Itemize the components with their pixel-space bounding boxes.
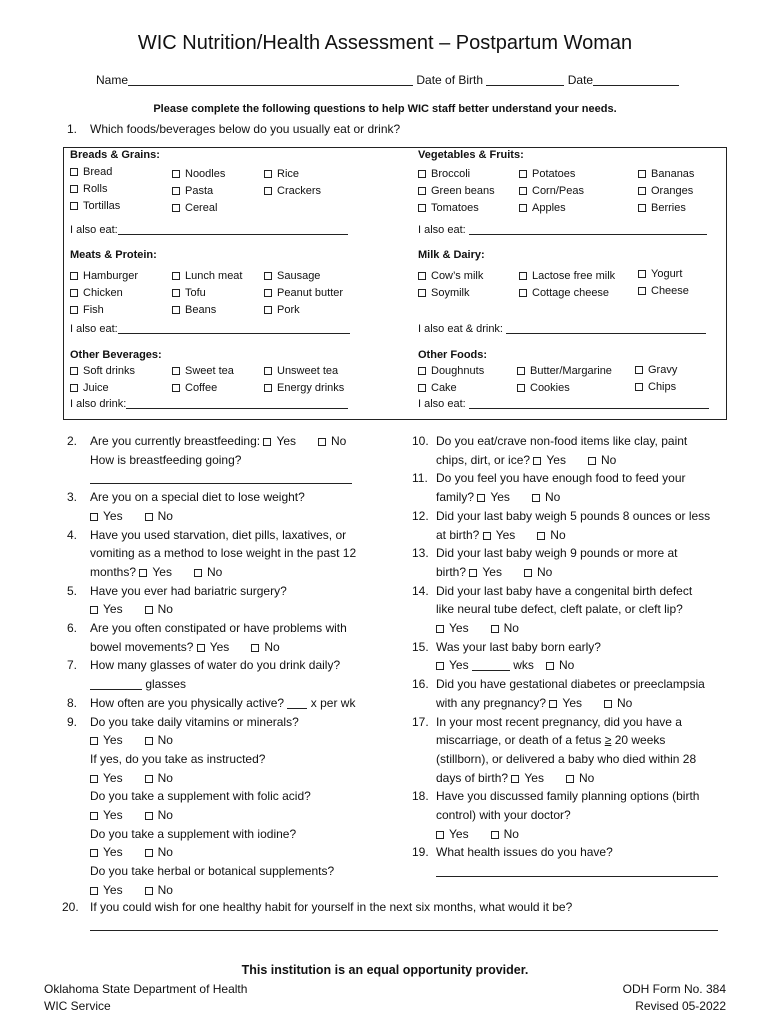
checkbox-icon xyxy=(491,625,499,633)
q3-yes[interactable]: Yes xyxy=(90,509,123,523)
meats-also-field[interactable] xyxy=(118,323,350,334)
checkbox-coffee[interactable]: Coffee xyxy=(172,380,234,397)
q9e-yes[interactable]: Yes xyxy=(90,883,123,897)
checkbox-icon xyxy=(638,287,646,295)
checkbox-juice[interactable]: Juice xyxy=(70,380,135,397)
checkbox-icon xyxy=(251,644,259,652)
q14-no[interactable]: No xyxy=(491,621,519,635)
q3-no[interactable]: No xyxy=(145,509,173,523)
q8-frequency-field[interactable] xyxy=(287,698,307,709)
q17-no[interactable]: No xyxy=(566,771,594,785)
other-title: Other Foods: xyxy=(418,349,488,361)
checkbox-icon xyxy=(638,270,646,278)
milk-also-field[interactable] xyxy=(506,323,706,334)
checkbox-icon xyxy=(418,170,426,178)
checkbox-icon xyxy=(524,569,532,577)
name-field[interactable] xyxy=(128,75,413,86)
checkbox-chicken[interactable]: Chicken xyxy=(70,285,138,302)
name-label: Name xyxy=(96,73,129,87)
bev-also-field[interactable] xyxy=(126,398,348,409)
q11-yes[interactable]: Yes xyxy=(477,490,510,504)
q20-number: 20. xyxy=(62,900,79,914)
checkbox-tofu[interactable]: Tofu xyxy=(172,285,242,302)
checkbox-icon xyxy=(519,187,527,195)
checkbox-lunch-meat[interactable]: Lunch meat xyxy=(172,268,242,285)
checkbox-fish[interactable]: Fish xyxy=(70,302,138,319)
checkbox-cereal[interactable]: Cereal xyxy=(172,200,225,217)
checkbox-icon xyxy=(145,849,153,857)
veg-col3 xyxy=(638,166,694,217)
checkbox-icon xyxy=(491,831,499,839)
checkbox-icon xyxy=(418,272,426,280)
checkbox-noodles[interactable]: Noodles xyxy=(172,166,225,183)
checkbox-icon xyxy=(172,289,180,297)
breads-col3 xyxy=(264,166,321,200)
checkbox-potatoes[interactable]: Potatoes xyxy=(519,166,584,183)
checkbox-rice[interactable]: Rice xyxy=(264,166,321,183)
right-questions: 10. Do you eat/crave non-food items like clay, paint chips, dirt, or ice? Yes No 11. Do you feel you have enough food to feed your family? Yes No 12. Did your last baby weigh 5 pounds 8 ounces or less at birth? Yes No 13. Did your last baby weigh 9 pounds or more at birth? Yes No 14. Did your last baby have a congenital birth defect like neural tube defect, cleft palate, or cleft lip? Yes No 15. Was your last baby born early? Yes wks No 16. Did you have gestational diabetes or preeclampsia with any pregnancy? Yes No 17. In your most recent pregnancy, did you have a miscarriage, or death of a fetus ≥ 20 weeks (stillborn), or delivered a baby who died within 28 days of birth? Yes No 18. Have you discussed family planning options (birth control) with your doctor? Yes No 19. What health issues do you have? xyxy=(412,432,732,881)
checkbox-pork[interactable]: Pork xyxy=(264,302,343,319)
q10-yes[interactable]: Yes xyxy=(533,453,566,467)
q20-answer-field[interactable] xyxy=(90,920,718,931)
milk-col2 xyxy=(519,268,615,302)
q9c-yes[interactable]: Yes xyxy=(90,808,123,822)
checkbox-energy-drinks[interactable]: Energy drinks xyxy=(264,380,344,397)
checkbox-lactose-free[interactable]: Lactose free milk xyxy=(519,268,615,285)
milk-also-eat: I also eat & drink: xyxy=(418,323,706,335)
footer-revised: Revised 05-2022 xyxy=(635,999,726,1013)
q12-yes[interactable]: Yes xyxy=(483,528,516,542)
checkbox-icon xyxy=(519,272,527,280)
q13-no[interactable]: No xyxy=(524,565,552,579)
checkbox-icon xyxy=(638,187,646,195)
q1-number: 1. xyxy=(67,122,78,136)
checkbox-icon xyxy=(483,532,491,540)
veg-col2 xyxy=(519,166,584,217)
checkbox-cows-milk[interactable]: Cow’s milk xyxy=(418,268,483,285)
checkbox-apples[interactable]: Apples xyxy=(519,200,584,217)
q6-yes[interactable]: Yes xyxy=(197,640,230,654)
checkbox-broccoli[interactable]: Broccoli xyxy=(418,166,495,183)
checkbox-tomatoes[interactable]: Tomatoes xyxy=(418,200,495,217)
other-col1 xyxy=(418,363,484,397)
veg-also-field[interactable] xyxy=(469,224,707,235)
checkbox-icon xyxy=(477,494,485,502)
q5-yes[interactable]: Yes xyxy=(90,602,123,616)
checkbox-chips[interactable]: Chips xyxy=(635,379,677,396)
checkbox-beans[interactable]: Beans xyxy=(172,302,242,319)
breads-col2 xyxy=(172,166,225,217)
checkbox-icon xyxy=(172,170,180,178)
date-field[interactable] xyxy=(593,75,679,86)
checkbox-icon xyxy=(517,384,525,392)
checkbox-icon xyxy=(172,306,180,314)
q9a-yes[interactable]: Yes xyxy=(90,733,123,747)
checkbox-cheese[interactable]: Cheese xyxy=(638,283,689,300)
q9b-no[interactable]: No xyxy=(145,771,173,785)
checkbox-tortillas[interactable]: Tortillas xyxy=(70,198,120,215)
checkbox-icon xyxy=(264,384,272,392)
checkbox-icon xyxy=(70,168,78,176)
footer-dept: Oklahoma State Department of Health xyxy=(44,982,248,996)
checkbox-icon xyxy=(264,187,272,195)
checkbox-unsweet-tea[interactable]: Unsweet tea xyxy=(264,363,344,380)
checkbox-icon xyxy=(264,289,272,297)
checkbox-icon xyxy=(638,204,646,212)
checkbox-butter[interactable]: Butter/Margarine xyxy=(517,363,612,380)
other-also-eat: I also eat: xyxy=(418,398,709,410)
bev-also-drink: I also drink: xyxy=(70,398,348,410)
checkbox-icon xyxy=(172,384,180,392)
footer-form-no: ODH Form No. 384 xyxy=(622,982,726,996)
food-checklist-box xyxy=(63,147,727,420)
checkbox-icon xyxy=(145,737,153,745)
breads-col1 xyxy=(70,164,120,215)
checkbox-berries[interactable]: Berries xyxy=(638,200,694,217)
other-col2 xyxy=(517,363,612,397)
checkbox-icon xyxy=(418,384,426,392)
checkbox-soymilk[interactable]: Soymilk xyxy=(418,285,483,302)
q6-no[interactable]: No xyxy=(251,640,279,654)
meats-also-eat: I also eat: xyxy=(70,323,350,335)
q2-no[interactable]: No xyxy=(318,434,346,448)
meats-title: Meats & Protein: xyxy=(70,249,157,261)
checkbox-sausage[interactable]: Sausage xyxy=(264,268,343,285)
dob-field[interactable] xyxy=(486,75,564,86)
q20-answer-wrap xyxy=(90,920,718,932)
checkbox-icon xyxy=(264,306,272,314)
checkbox-icon xyxy=(90,887,98,895)
milk-col3 xyxy=(638,266,689,300)
checkbox-pasta[interactable]: Pasta xyxy=(172,183,225,200)
checkbox-cottage-cheese[interactable]: Cottage cheese xyxy=(519,285,615,302)
checkbox-icon xyxy=(418,187,426,195)
q7-glasses-field[interactable] xyxy=(90,679,142,690)
other-col3 xyxy=(635,362,677,396)
q17-yes[interactable]: Yes xyxy=(511,771,544,785)
q18-no[interactable]: No xyxy=(491,827,519,841)
checkbox-icon xyxy=(549,700,557,708)
q4-no[interactable]: No xyxy=(194,565,222,579)
checkbox-icon xyxy=(90,513,98,521)
q1-text: Which foods/beverages below do you usually eat or drink? xyxy=(90,122,401,136)
q15-yes[interactable]: Yes xyxy=(436,658,469,672)
q16-no[interactable]: No xyxy=(604,696,632,710)
checkbox-icon xyxy=(418,367,426,375)
checkbox-green-beans[interactable]: Green beans xyxy=(418,183,495,200)
q12-no[interactable]: No xyxy=(537,528,565,542)
q20-text: If you could wish for one healthy habit for yourself in the next six months, what would it be? xyxy=(90,900,573,914)
milk-col1 xyxy=(418,268,483,302)
checkbox-icon xyxy=(263,438,271,446)
q9e-no[interactable]: No xyxy=(145,883,173,897)
checkbox-icon xyxy=(90,737,98,745)
veg-also-eat: I also eat: xyxy=(418,224,707,236)
checkbox-icon xyxy=(90,849,98,857)
checkbox-icon xyxy=(145,812,153,820)
checkbox-icon xyxy=(172,367,180,375)
checkbox-icon xyxy=(264,272,272,280)
bev-col1 xyxy=(70,363,135,397)
checkbox-icon xyxy=(145,606,153,614)
checkbox-cookies[interactable]: Cookies xyxy=(517,380,612,397)
q5-no[interactable]: No xyxy=(145,602,173,616)
q2-answer-field[interactable] xyxy=(90,473,352,484)
checkbox-icon xyxy=(264,367,272,375)
checkbox-icon xyxy=(90,812,98,820)
checkbox-icon xyxy=(194,569,202,577)
checkbox-icon xyxy=(70,384,78,392)
other-also-field[interactable] xyxy=(469,398,709,409)
meats-col3 xyxy=(264,268,343,319)
checkbox-icon xyxy=(70,289,78,297)
q11-no[interactable]: No xyxy=(532,490,560,504)
checkbox-icon xyxy=(511,775,519,783)
q4-yes[interactable]: Yes xyxy=(139,565,172,579)
checkbox-icon xyxy=(90,775,98,783)
checkbox-icon xyxy=(264,170,272,178)
checkbox-icon xyxy=(436,662,444,670)
checkbox-icon xyxy=(70,202,78,210)
checkbox-icon xyxy=(604,700,612,708)
checkbox-icon xyxy=(70,185,78,193)
checkbox-icon xyxy=(139,569,147,577)
date-label: Date xyxy=(567,73,594,87)
checkbox-soft-drinks[interactable]: Soft drinks xyxy=(70,363,135,380)
q9c-no[interactable]: No xyxy=(145,808,173,822)
milk-title: Milk & Dairy: xyxy=(418,249,485,261)
checkbox-icon xyxy=(418,204,426,212)
header-fields xyxy=(96,73,679,87)
checkbox-icon xyxy=(635,383,643,391)
checkbox-sweet-tea[interactable]: Sweet tea xyxy=(172,363,234,380)
q9d-no[interactable]: No xyxy=(145,845,173,859)
checkbox-icon xyxy=(588,457,596,465)
veg-title: Vegetables & Fruits: xyxy=(418,149,524,161)
checkbox-cake[interactable]: Cake xyxy=(418,380,484,397)
checkbox-peanut-butter[interactable]: Peanut butter xyxy=(264,285,343,302)
footer-service: WIC Service xyxy=(44,999,111,1013)
checkbox-hamburger[interactable]: Hamburger xyxy=(70,268,138,285)
checkbox-icon xyxy=(469,569,477,577)
checkbox-icon xyxy=(145,775,153,783)
checkbox-icon xyxy=(436,831,444,839)
checkbox-icon xyxy=(519,289,527,297)
left-questions: 2. Are you currently breastfeeding: Yes No How is breastfeeding going? 3. Are you on a special diet to lose weight? Yes No 4. Have you used starvation, diet pills, laxatives, or vomiting as a method to lose weight in the past 12 months? Yes No 5. Have you ever had bariatric surgery? Yes No 6. Are you often constipated or have problems with bowel movements? Yes No 7. How many glasses of water do you drink daily? glasses 8. How often are you physically active? x per wk 9. Do you take daily vitamins or minerals? Yes No If yes, do you take as instructed? Yes No Do you take a supplement with folic acid? Yes No Do you take a supplement with iodine? Yes No Do you take herbal or botanical supplements? Yes No xyxy=(67,434,357,897)
checkbox-doughnuts[interactable]: Doughnuts xyxy=(418,363,484,380)
checkbox-icon xyxy=(90,606,98,614)
checkbox-icon xyxy=(635,366,643,374)
q9b-yes[interactable]: Yes xyxy=(90,771,123,785)
q2-yes[interactable]: Yes xyxy=(263,434,296,448)
q16-yes[interactable]: Yes xyxy=(549,696,582,710)
checkbox-rolls[interactable]: Rolls xyxy=(70,181,120,198)
bev-col2 xyxy=(172,363,234,397)
checkbox-bread[interactable]: Bread xyxy=(70,164,120,181)
checkbox-icon xyxy=(172,187,180,195)
checkbox-icon xyxy=(418,289,426,297)
checkbox-icon xyxy=(145,887,153,895)
bev-title: Other Beverages: xyxy=(70,349,162,361)
q14-yes[interactable]: Yes xyxy=(436,621,469,635)
checkbox-icon xyxy=(566,775,574,783)
page-title: WIC Nutrition/Health Assessment – Postpartum Woman xyxy=(137,32,633,54)
q15-weeks-field[interactable] xyxy=(472,660,510,671)
checkbox-icon xyxy=(532,494,540,502)
meats-col2 xyxy=(172,268,242,319)
checkbox-icon xyxy=(70,367,78,375)
checkbox-icon xyxy=(546,662,554,670)
meats-col1 xyxy=(70,268,138,319)
q19-answer-field[interactable] xyxy=(436,866,718,877)
checkbox-icon xyxy=(172,272,180,280)
checkbox-crackers[interactable]: Crackers xyxy=(264,183,321,200)
q18-yes[interactable]: Yes xyxy=(436,827,469,841)
bev-col3 xyxy=(264,363,344,397)
checkbox-icon xyxy=(145,513,153,521)
checkbox-icon xyxy=(70,272,78,280)
checkbox-yogurt[interactable]: Yogurt xyxy=(638,266,689,283)
equal-opportunity: This institution is an equal opportunity provider. xyxy=(241,963,529,977)
dob-label: Date of Birth xyxy=(416,73,484,87)
checkbox-icon xyxy=(533,457,541,465)
checkbox-icon xyxy=(517,367,525,375)
veg-col1 xyxy=(418,166,495,217)
checkbox-icon xyxy=(537,532,545,540)
q9d-yes[interactable]: Yes xyxy=(90,845,123,859)
checkbox-icon xyxy=(436,625,444,633)
breads-title: Breads & Grains: xyxy=(70,149,160,161)
instructions: Please complete the following questions to help WIC staff better understand your needs. xyxy=(153,103,617,115)
breads-also-field[interactable] xyxy=(118,224,348,235)
checkbox-icon xyxy=(638,170,646,178)
q10-no[interactable]: No xyxy=(588,453,616,467)
q13-yes[interactable]: Yes xyxy=(469,565,502,579)
checkbox-icon xyxy=(197,644,205,652)
breads-also-eat: I also eat: xyxy=(70,224,348,236)
checkbox-icon xyxy=(519,204,527,212)
q15-no[interactable]: No xyxy=(546,658,574,672)
checkbox-icon xyxy=(172,204,180,212)
checkbox-icon xyxy=(519,170,527,178)
checkbox-gravy[interactable]: Gravy xyxy=(635,362,677,379)
checkbox-icon xyxy=(318,438,326,446)
q9a-no[interactable]: No xyxy=(145,733,173,747)
checkbox-corn-peas[interactable]: Corn/Peas xyxy=(519,183,584,200)
checkbox-oranges[interactable]: Oranges xyxy=(638,183,694,200)
checkbox-bananas[interactable]: Bananas xyxy=(638,166,694,183)
checkbox-icon xyxy=(70,306,78,314)
